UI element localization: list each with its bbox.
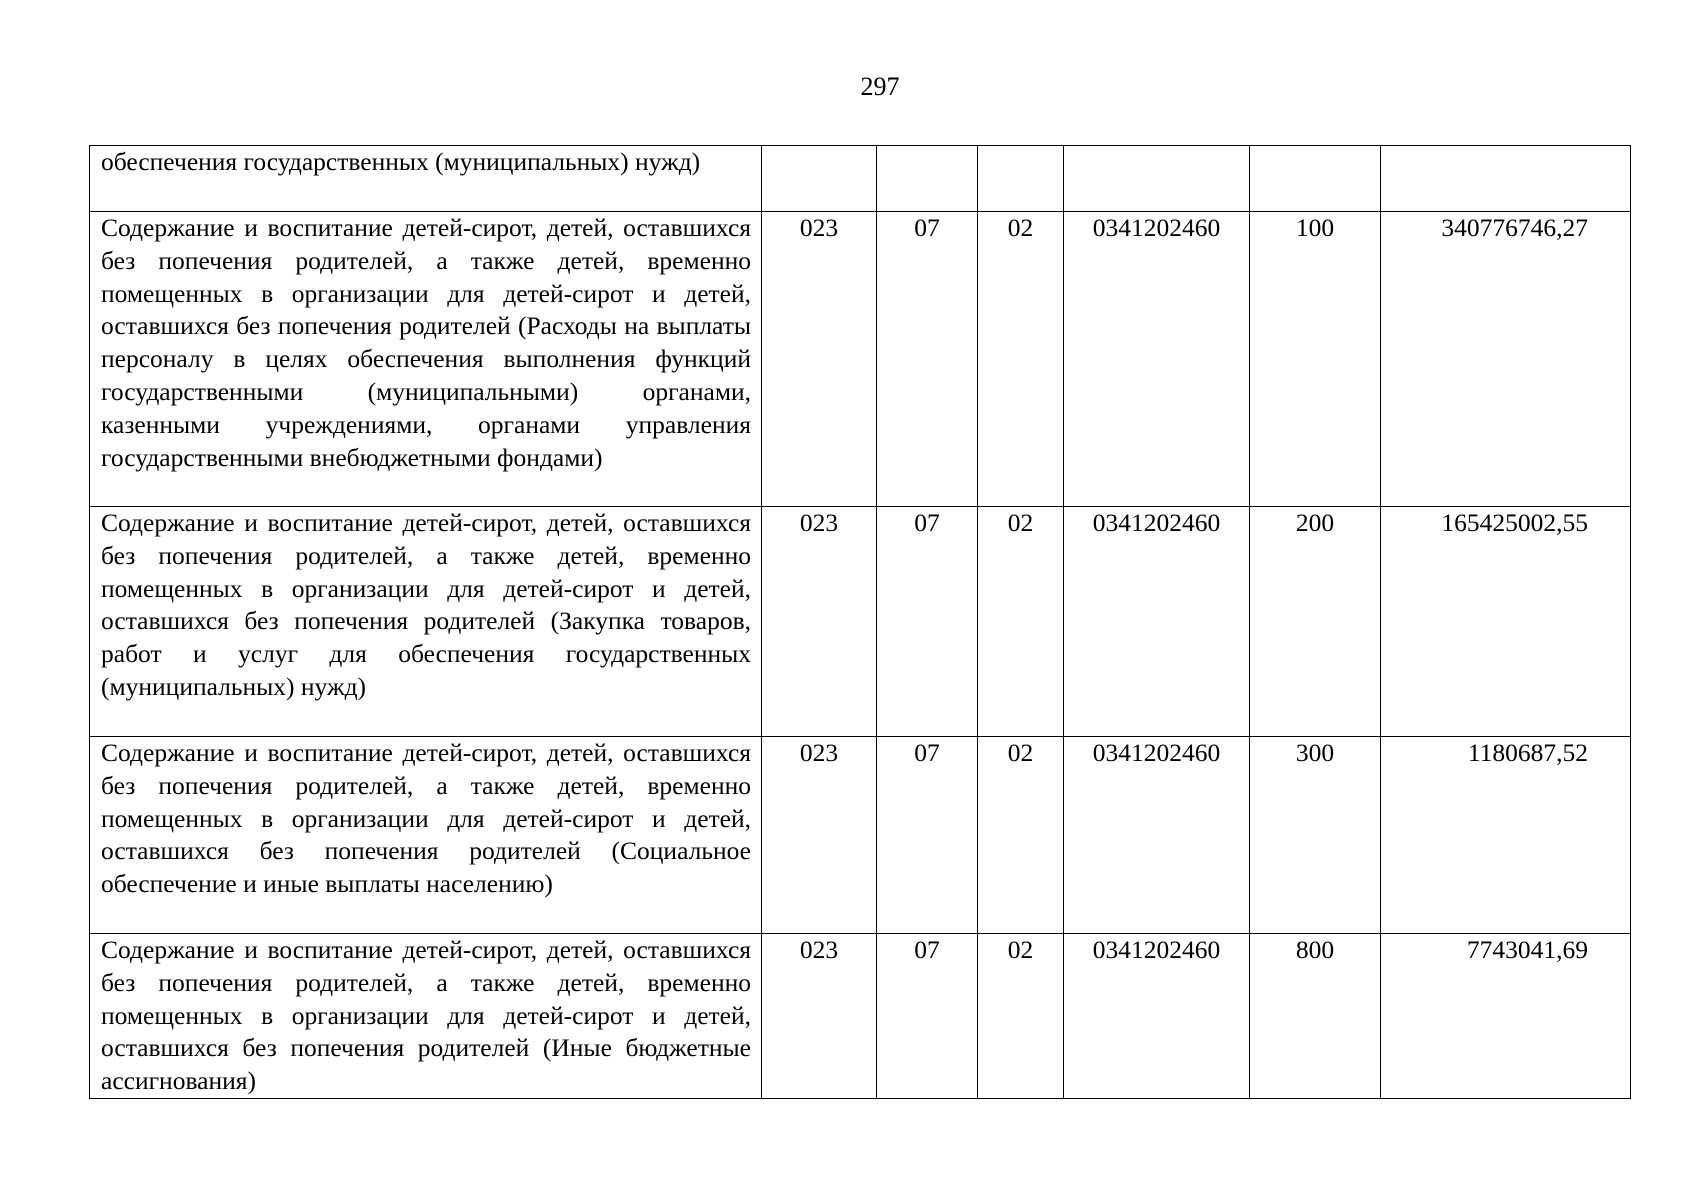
amount xyxy=(1381,146,1631,212)
amount: 1180687,52 xyxy=(1381,737,1631,934)
target-article-code: 0341202460 xyxy=(1064,737,1250,934)
row-description: Содержание и воспитание детей-сирот, детей, оставшихся без попечения родителей, а также детей, временно помещенных в организации для детей-сирот и детей, оставшихся без попечения родителей (Расходы на выплаты персоналу в целях обеспечения выполнения функций государственными (муниципальными) органами, казенными учреждениями, органами управления государственными внебюджетными фондами) xyxy=(90,212,762,507)
ministry-code: 023 xyxy=(762,212,877,507)
row-description: обеспечения государственных (муниципальных) нужд) xyxy=(90,146,762,212)
table-row xyxy=(90,146,1631,212)
target-article-code: 0341202460 xyxy=(1064,934,1250,1099)
budget-table xyxy=(89,145,1631,1099)
subsection-code: 02 xyxy=(978,212,1064,507)
row-description: Содержание и воспитание детей-сирот, детей, оставшихся без попечения родителей, а также детей, временно помещенных в организации для детей-сирот и детей, оставшихся без попечения родителей (Закупка товаров, работ и услуг для обеспечения государственных (муниципальных) нужд) xyxy=(90,507,762,737)
row-description: Содержание и воспитание детей-сирот, детей, оставшихся без попечения родителей, а также детей, временно помещенных в организации для детей-сирот и детей, оставшихся без попечения родителей (Социальное обеспечение и иные выплаты населению) xyxy=(90,737,762,934)
section-code: 07 xyxy=(877,934,978,1099)
table-row xyxy=(90,934,1631,1099)
target-article-code xyxy=(1064,146,1250,212)
expense-type-code: 300 xyxy=(1250,737,1381,934)
amount: 340776746,27 xyxy=(1381,212,1631,507)
table-row xyxy=(90,507,1631,737)
section-code: 07 xyxy=(877,737,978,934)
ministry-code: 023 xyxy=(762,737,877,934)
expense-type-code: 100 xyxy=(1250,212,1381,507)
subsection-code: 02 xyxy=(978,507,1064,737)
expense-type-code: 800 xyxy=(1250,934,1381,1099)
ministry-code: 023 xyxy=(762,934,877,1099)
page-number: 297 xyxy=(860,72,900,101)
ministry-code xyxy=(762,146,877,212)
ministry-code: 023 xyxy=(762,507,877,737)
amount: 7743041,69 xyxy=(1381,934,1631,1099)
amount: 165425002,55 xyxy=(1381,507,1631,737)
subsection-code xyxy=(978,146,1064,212)
section-code: 07 xyxy=(877,212,978,507)
section-code xyxy=(877,146,978,212)
expense-type-code: 200 xyxy=(1250,507,1381,737)
table-row xyxy=(90,737,1631,934)
section-code: 07 xyxy=(877,507,978,737)
table-row xyxy=(90,212,1631,507)
subsection-code: 02 xyxy=(978,737,1064,934)
subsection-code: 02 xyxy=(978,934,1064,1099)
expense-type-code xyxy=(1250,146,1381,212)
target-article-code: 0341202460 xyxy=(1064,507,1250,737)
target-article-code: 0341202460 xyxy=(1064,212,1250,507)
row-description: Содержание и воспитание детей-сирот, детей, оставшихся без попечения родителей, а также детей, временно помещенных в организации для детей-сирот и детей, оставшихся без попечения родителей (Иные бюджетные ассигнования) xyxy=(90,934,762,1099)
